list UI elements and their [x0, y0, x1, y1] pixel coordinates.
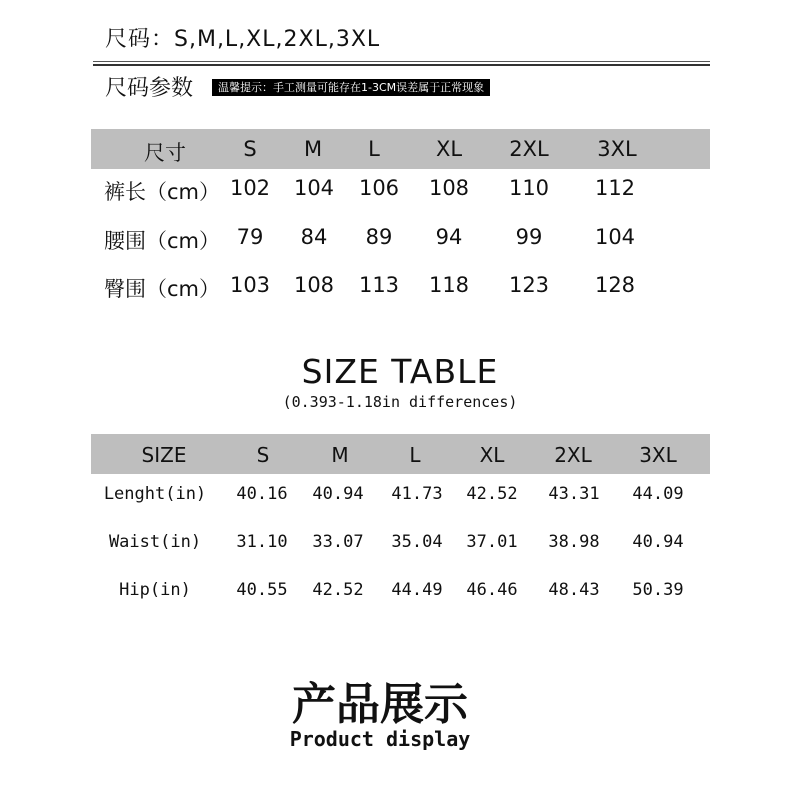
table-cell: 40.94 — [632, 532, 684, 552]
table-cell: 48.43 — [548, 580, 600, 600]
table-cell: 123 — [508, 273, 550, 297]
cn-header-cell: 2XL — [509, 137, 549, 161]
size-table-title: SIZE TABLE — [301, 352, 499, 391]
table-cell: 44.09 — [632, 484, 684, 504]
table-cell: 40.94 — [312, 484, 364, 504]
product-display-subtitle: Product display — [289, 727, 471, 751]
table-cell: 112 — [594, 176, 636, 200]
table-cell: 40.16 — [236, 484, 288, 504]
table-row — [0, 176, 800, 206]
table-row — [0, 273, 800, 303]
table-cell: 42.52 — [312, 580, 364, 600]
table-cell: 50.39 — [632, 580, 684, 600]
en-header-cell: XL — [479, 443, 505, 467]
en-header-cell: SIZE — [141, 443, 187, 467]
table-cell: 89 — [365, 225, 393, 249]
table-cell: 108 — [428, 176, 470, 200]
table-cell: 104 — [594, 225, 636, 249]
table-cell: 104 — [293, 176, 335, 200]
cn-header-cell: L — [368, 137, 380, 161]
size-params-title: 尺码参数 — [105, 76, 194, 101]
divider-thin — [93, 61, 710, 62]
table-cell: 79 — [236, 225, 264, 249]
product-display-title: 产品展示 — [292, 679, 468, 730]
measurement-tip-badge: 温馨提示：手工测量可能存在1-3CM误差属于正常现象 — [212, 79, 490, 96]
row-label: Hip(in) — [119, 580, 191, 600]
table-cell: 113 — [358, 273, 400, 297]
table-cell: 35.04 — [391, 532, 443, 552]
divider-thick — [93, 64, 710, 66]
cn-header-cell: M — [303, 137, 323, 161]
table-cell: 41.73 — [391, 484, 443, 504]
table-cell: 103 — [229, 273, 271, 297]
table-cell: 37.01 — [466, 532, 518, 552]
row-label: 臀围（cm） — [104, 277, 221, 301]
table-cell: 44.49 — [391, 580, 443, 600]
size-table-subtitle: (0.393-1.18in differences) — [282, 393, 518, 411]
en-header-cell: M — [331, 443, 349, 467]
table-cell: 46.46 — [466, 580, 518, 600]
row-label: Lenght(in) — [103, 484, 207, 504]
row-label: 腰围（cm） — [104, 229, 221, 253]
cn-header-cell: 3XL — [597, 137, 637, 161]
en-header-cell: 2XL — [554, 443, 592, 467]
table-cell: 94 — [435, 225, 463, 249]
table-cell: 102 — [229, 176, 271, 200]
table-cell: 108 — [293, 273, 335, 297]
size-list-line: 尺码：S,M,L,XL,2XL,3XL — [105, 27, 381, 52]
table-cell: 43.31 — [548, 484, 600, 504]
cn-header-cell: 尺寸 — [144, 141, 186, 165]
table-cell: 106 — [358, 176, 400, 200]
table-cell: 31.10 — [236, 532, 288, 552]
table-cell: 38.98 — [548, 532, 600, 552]
en-table-header-bar — [91, 434, 710, 474]
table-cell: 33.07 — [312, 532, 364, 552]
table-row — [0, 532, 800, 558]
cn-header-cell: S — [243, 137, 257, 161]
table-cell: 128 — [594, 273, 636, 297]
table-cell: 118 — [428, 273, 470, 297]
table-row — [0, 580, 800, 606]
table-cell: 40.55 — [236, 580, 288, 600]
cn-table-header-bar — [91, 129, 710, 169]
table-cell: 42.52 — [466, 484, 518, 504]
table-cell: 84 — [300, 225, 328, 249]
cn-header-cell: XL — [435, 137, 463, 161]
table-cell: 110 — [508, 176, 550, 200]
table-row — [0, 484, 800, 510]
row-label: Waist(in) — [108, 532, 202, 552]
en-header-cell: S — [256, 443, 270, 467]
row-label: 裤长（cm） — [104, 180, 221, 204]
table-row — [0, 225, 800, 255]
table-cell: 99 — [515, 225, 543, 249]
en-header-cell: L — [409, 443, 421, 467]
en-header-cell: 3XL — [639, 443, 677, 467]
